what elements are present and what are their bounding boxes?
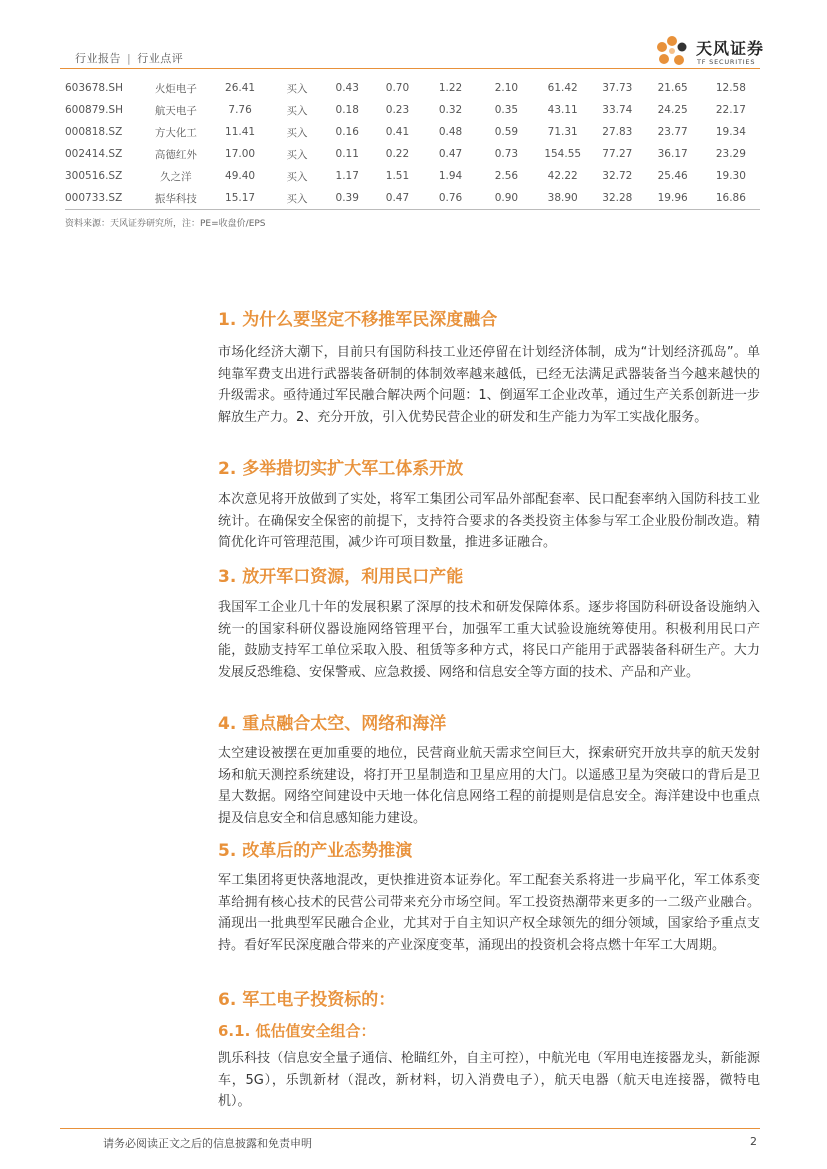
table-cell: 16.86 bbox=[715, 192, 746, 204]
table-cell: 002414.SZ bbox=[65, 148, 123, 160]
report-category: 行业报告 bbox=[75, 52, 121, 65]
table-cell: 43.11 bbox=[547, 104, 578, 116]
table-cell: 600879.SH bbox=[65, 104, 123, 116]
table-bottom-rule bbox=[65, 209, 760, 210]
table-cell: 航天电子 bbox=[154, 104, 197, 117]
table-cell: 0.59 bbox=[494, 126, 519, 138]
table-cell: 0.76 bbox=[438, 192, 463, 204]
table-cell: 0.47 bbox=[385, 192, 410, 204]
section-4-body: 太空建设被摆在更加重要的地位，民营商业航天需求空间巨大，探索研究开放共享的航天发射场和航天测控系统建设，将打开卫星制造和卫星应用的大门。以遥感卫星为突破口的背后是卫星大数据。网络空间建设中天地一体化信息网络工程的前提则是信息安全。海洋建设中也重点提及信息安全和信息感知能力建设。 bbox=[218, 746, 760, 826]
table-cell: 0.23 bbox=[385, 104, 410, 116]
section-6-heading: 6. 军工电子投资标的： bbox=[218, 990, 396, 1010]
table-cell: 23.77 bbox=[657, 126, 688, 138]
footer-disclaimer: 请务必阅读正文之后的信息披露和免责申明 bbox=[103, 1137, 312, 1150]
table-cell: 17.00 bbox=[225, 148, 256, 160]
table-cell: 0.48 bbox=[438, 126, 463, 138]
section-5-body: 军工集团将更快落地混改，更快推进资本证券化。军工配套关系将进一步扁平化，军工体系变革给拥有核心技术的民营公司带来充分市场空间。军工投资热潮带来更多的一二级产业融合。涌现出一批典型军民融合企业，尤其对于自主知识产权全球领先的细分领域，国家给予重点支持。看好军民深度融合带来的产业深度变革，涌现出的投资机会将点燃十年军工大周期。 bbox=[218, 873, 760, 953]
table-cell: 火炬电子 bbox=[154, 82, 197, 95]
table-row bbox=[65, 121, 760, 143]
table-cell: 买入 bbox=[286, 170, 308, 183]
table-cell: 1.51 bbox=[385, 170, 410, 182]
table-cell: 27.83 bbox=[602, 126, 633, 138]
table-cell: 2.10 bbox=[494, 82, 519, 94]
table-cell: 0.11 bbox=[335, 148, 359, 160]
table-cell: 0.35 bbox=[494, 104, 519, 116]
table-cell: 0.43 bbox=[335, 82, 359, 94]
table-row bbox=[65, 143, 760, 165]
table-cell: 0.32 bbox=[438, 104, 463, 116]
table-cell: 000818.SZ bbox=[65, 126, 123, 138]
logo-text-cn: 天风证券 bbox=[696, 39, 765, 58]
table-cell: 0.41 bbox=[385, 126, 410, 138]
table-row bbox=[65, 99, 760, 121]
breadcrumb-separator: | bbox=[127, 52, 132, 65]
table-cell: 32.72 bbox=[602, 170, 633, 182]
table-cell: 21.65 bbox=[657, 82, 688, 94]
table-cell: 0.70 bbox=[385, 82, 410, 94]
table-cell: 49.40 bbox=[225, 170, 256, 182]
table-cell: 000733.SZ bbox=[65, 192, 123, 204]
table-cell: 买入 bbox=[286, 192, 308, 205]
table-cell: 19.34 bbox=[715, 126, 746, 138]
table-row bbox=[65, 165, 760, 187]
table-cell: 15.17 bbox=[225, 192, 256, 204]
table-cell: 22.17 bbox=[715, 104, 746, 116]
section-5-heading: 5. 改革后的产业态势推演 bbox=[218, 841, 413, 861]
table-cell: 买入 bbox=[286, 148, 308, 161]
table-cell: 高德红外 bbox=[154, 148, 197, 161]
table-cell: 0.39 bbox=[335, 192, 359, 204]
table-cell: 买入 bbox=[286, 104, 308, 117]
table-cell: 36.17 bbox=[657, 148, 688, 160]
table-cell: 42.22 bbox=[547, 170, 578, 182]
table-cell: 32.28 bbox=[602, 192, 633, 204]
table-cell: 33.74 bbox=[602, 104, 633, 116]
table-cell: 19.30 bbox=[715, 170, 746, 182]
table-cell: 0.18 bbox=[335, 104, 359, 116]
subsection-6-1-body: 凯乐科技（信息安全量子通信、枪瞄红外，自主可控），中航光电（军用电连接器龙头，新能源车，5G），乐凯新材（混改，新材料，切入消费电子），航天电器（航天电连接器，微特电机）。 bbox=[218, 1051, 760, 1109]
table-cell: 38.90 bbox=[547, 192, 578, 204]
table-cell: 24.25 bbox=[657, 104, 688, 116]
table-cell: 11.41 bbox=[225, 126, 256, 138]
header-breadcrumb bbox=[75, 50, 183, 66]
section-2-heading: 2. 多举措切实扩大军工体系开放 bbox=[218, 459, 464, 479]
table-cell: 0.16 bbox=[335, 126, 359, 138]
table-cell: 方大化工 bbox=[154, 126, 197, 139]
table-cell: 1.22 bbox=[438, 82, 463, 94]
table-cell: 37.73 bbox=[602, 82, 633, 94]
table-source-note: 资料来源：天风证券研究所，注：PE=收盘价/EPS bbox=[65, 219, 266, 229]
table-cell: 19.96 bbox=[657, 192, 688, 204]
table-row bbox=[65, 77, 760, 99]
table-cell: 0.90 bbox=[494, 192, 519, 204]
table-cell: 26.41 bbox=[225, 82, 256, 94]
page-number: 2 bbox=[750, 1135, 757, 1148]
table-cell: 61.42 bbox=[547, 82, 578, 94]
stock-table bbox=[65, 77, 760, 209]
table-cell: 振华科技 bbox=[154, 192, 197, 205]
table-cell: 603678.SH bbox=[65, 82, 123, 94]
table-cell: 300516.SZ bbox=[65, 170, 123, 182]
table-cell: 2.56 bbox=[494, 170, 519, 182]
table-cell: 7.76 bbox=[228, 104, 252, 116]
subsection-6-1-heading: 6.1. 低估值安全组合： bbox=[218, 1022, 376, 1040]
company-logo bbox=[652, 34, 772, 70]
section-1-heading: 1. 为什么要坚定不移推军民深度融合 bbox=[218, 310, 498, 330]
section-4-heading: 4. 重点融合太空、网络和海洋 bbox=[218, 714, 447, 734]
section-3-heading: 3. 放开军口资源，利用民口产能 bbox=[218, 567, 464, 587]
table-cell: 久之洋 bbox=[160, 170, 192, 183]
footer-divider bbox=[60, 1128, 760, 1129]
table-cell: 154.55 bbox=[544, 148, 582, 160]
table-cell: 77.27 bbox=[602, 148, 633, 160]
table-cell: 25.46 bbox=[657, 170, 688, 182]
table-cell: 0.73 bbox=[494, 148, 519, 160]
table-cell: 12.58 bbox=[715, 82, 746, 94]
report-subcategory: 行业点评 bbox=[137, 52, 184, 65]
section-1-body: 市场化经济大潮下，目前只有国防科技工业还停留在计划经济体制，成为“计划经济孤岛”。单纯靠军费支出进行武器装备研制的体制效率越来越低，已经无法满足武器装备当今越来越快的升级需求。亟待通过军民融合解决两个问题：1、倒逼军工企业改革，通过生产关系创新进一步解放生产力。2、充分开放，引入优势民营企业的研发和生产能力为军工实战化服务。 bbox=[218, 345, 760, 425]
table-cell: 0.22 bbox=[385, 148, 410, 160]
table-cell: 买入 bbox=[286, 126, 308, 139]
logo-flower-icon bbox=[652, 34, 692, 70]
section-2-body: 本次意见将开放做到了实处，将军工集团公司军品外部配套率、民口配套率纳入国防科技工业统计。在确保安全保密的前提下，支持符合要求的各类投资主体参与军工企业股份制改造。精简优化许可管理范围，减少许可项目数量，推进多证融合。 bbox=[218, 492, 760, 550]
table-row bbox=[65, 187, 760, 209]
table-cell: 0.47 bbox=[438, 148, 463, 160]
table-cell: 23.29 bbox=[715, 148, 746, 160]
table-cell: 1.94 bbox=[438, 170, 463, 182]
table-cell: 1.17 bbox=[335, 170, 359, 182]
table-cell: 71.31 bbox=[547, 126, 578, 138]
table-cell: 买入 bbox=[286, 82, 308, 95]
section-3-body: 我国军工企业几十年的发展积累了深厚的技术和研发保障体系。逐步将国防科研设备设施纳入统一的国家科研仪器设施网络管理平台，加强军工重大试验设施统筹使用。积极利用民口产能，鼓励支持军工单位采取入股、租赁等多种方式，将民口产能用于武器装备科研生产。大力发展反恐维稳、安保警戒、应急救援、网络和信息安全等方面的技术、产品和产业。 bbox=[218, 600, 760, 680]
logo-text-en: TF SECURITIES bbox=[697, 58, 756, 66]
